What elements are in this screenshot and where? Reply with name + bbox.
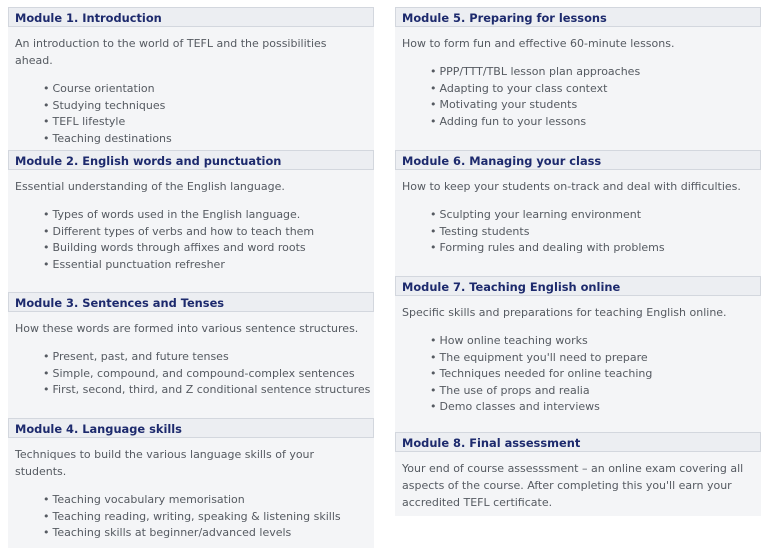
topic-item: • Adding fun to your lessons [430, 114, 761, 131]
topic-item: • How online teaching works [430, 333, 761, 350]
topic-item: • Adapting to your class context [430, 81, 761, 98]
topic-item: • First, second, third, and Z conditional sentence structures [43, 382, 374, 399]
topic-item: • Demo classes and interviews [430, 399, 761, 416]
module-2 [8, 150, 374, 292]
module-description: Your end of course assesssment – an online exam covering all aspects of the course. After completing this you'll earn your accredited TEFL certificate. [402, 462, 744, 509]
topic-item: • Forming rules and dealing with problems [430, 240, 761, 257]
topic-item: • Motivating your students [430, 97, 761, 114]
topic-list [395, 195, 761, 269]
module-6 [395, 150, 761, 276]
topic-item: • Teaching skills at beginner/advanced levels [43, 525, 374, 542]
topic-list [395, 52, 761, 142]
topic-item: • The equipment you'll need to prepare [430, 350, 761, 367]
module-description: How to keep your students on-track and deal with difficulties. [402, 180, 741, 193]
topic-item: • PPP/TTT/TBL lesson plan approaches [430, 64, 761, 81]
module-description: Essential understanding of the English language. [15, 180, 285, 193]
topic-item: • Types of words used in the English language. [43, 207, 374, 224]
module-title: Module 5. Preparing for lessons [395, 7, 761, 27]
topic-item: • Simple, compound, and compound-complex sentences [43, 366, 374, 383]
topic-item: • The use of props and realia [430, 383, 761, 400]
topic-item: • TEFL lifestyle [43, 114, 374, 131]
topic-item: • Different types of verbs and how to teach them [43, 224, 374, 241]
module-description: An introduction to the world of TEFL and the possibilities ahead. [15, 37, 327, 67]
topic-list [395, 321, 761, 428]
topic-item: • Essential punctuation refresher [43, 257, 374, 274]
topic-item: • Teaching destinations [43, 131, 374, 148]
module-title: Module 3. Sentences and Tenses [8, 292, 374, 312]
module-title: Module 1. Introduction [8, 7, 374, 27]
module-8 [395, 432, 761, 516]
module-description: Techniques to build the various language skills of your students. [15, 448, 315, 478]
right-column [395, 7, 761, 516]
topic-item: • Present, past, and future tenses [43, 349, 374, 366]
topic-item: • Sculpting your learning environment [430, 207, 761, 224]
module-title: Module 2. English words and punctuation [8, 150, 374, 170]
topic-list [8, 337, 374, 411]
module-1 [8, 7, 374, 150]
module-description: How to form fun and effective 60-minute lessons. [402, 37, 675, 50]
topic-list [8, 480, 374, 554]
module-title: Module 4. Language skills [8, 418, 374, 438]
topic-item: • Building words through affixes and word roots [43, 240, 374, 257]
topic-list [8, 69, 374, 159]
module-5 [395, 7, 761, 150]
topic-item: • Teaching vocabulary memorisation [43, 492, 374, 509]
module-7 [395, 276, 761, 432]
module-4 [8, 418, 374, 548]
topic-item: • Techniques needed for online teaching [430, 366, 761, 383]
topic-item: • Testing students [430, 224, 761, 241]
module-title: Module 6. Managing your class [395, 150, 761, 170]
topic-item: • Course orientation [43, 81, 374, 98]
module-description: Specific skills and preparations for teaching English online. [402, 306, 727, 319]
module-description: How these words are formed into various sentence structures. [15, 322, 359, 335]
module-3 [8, 292, 374, 418]
module-title: Module 7. Teaching English online [395, 276, 761, 296]
module-title: Module 8. Final assessment [395, 432, 761, 452]
left-column [8, 7, 374, 548]
topic-item: • Teaching reading, writing, speaking & listening skills [43, 509, 374, 526]
topic-list [8, 195, 374, 285]
topic-item: • Studying techniques [43, 98, 374, 115]
